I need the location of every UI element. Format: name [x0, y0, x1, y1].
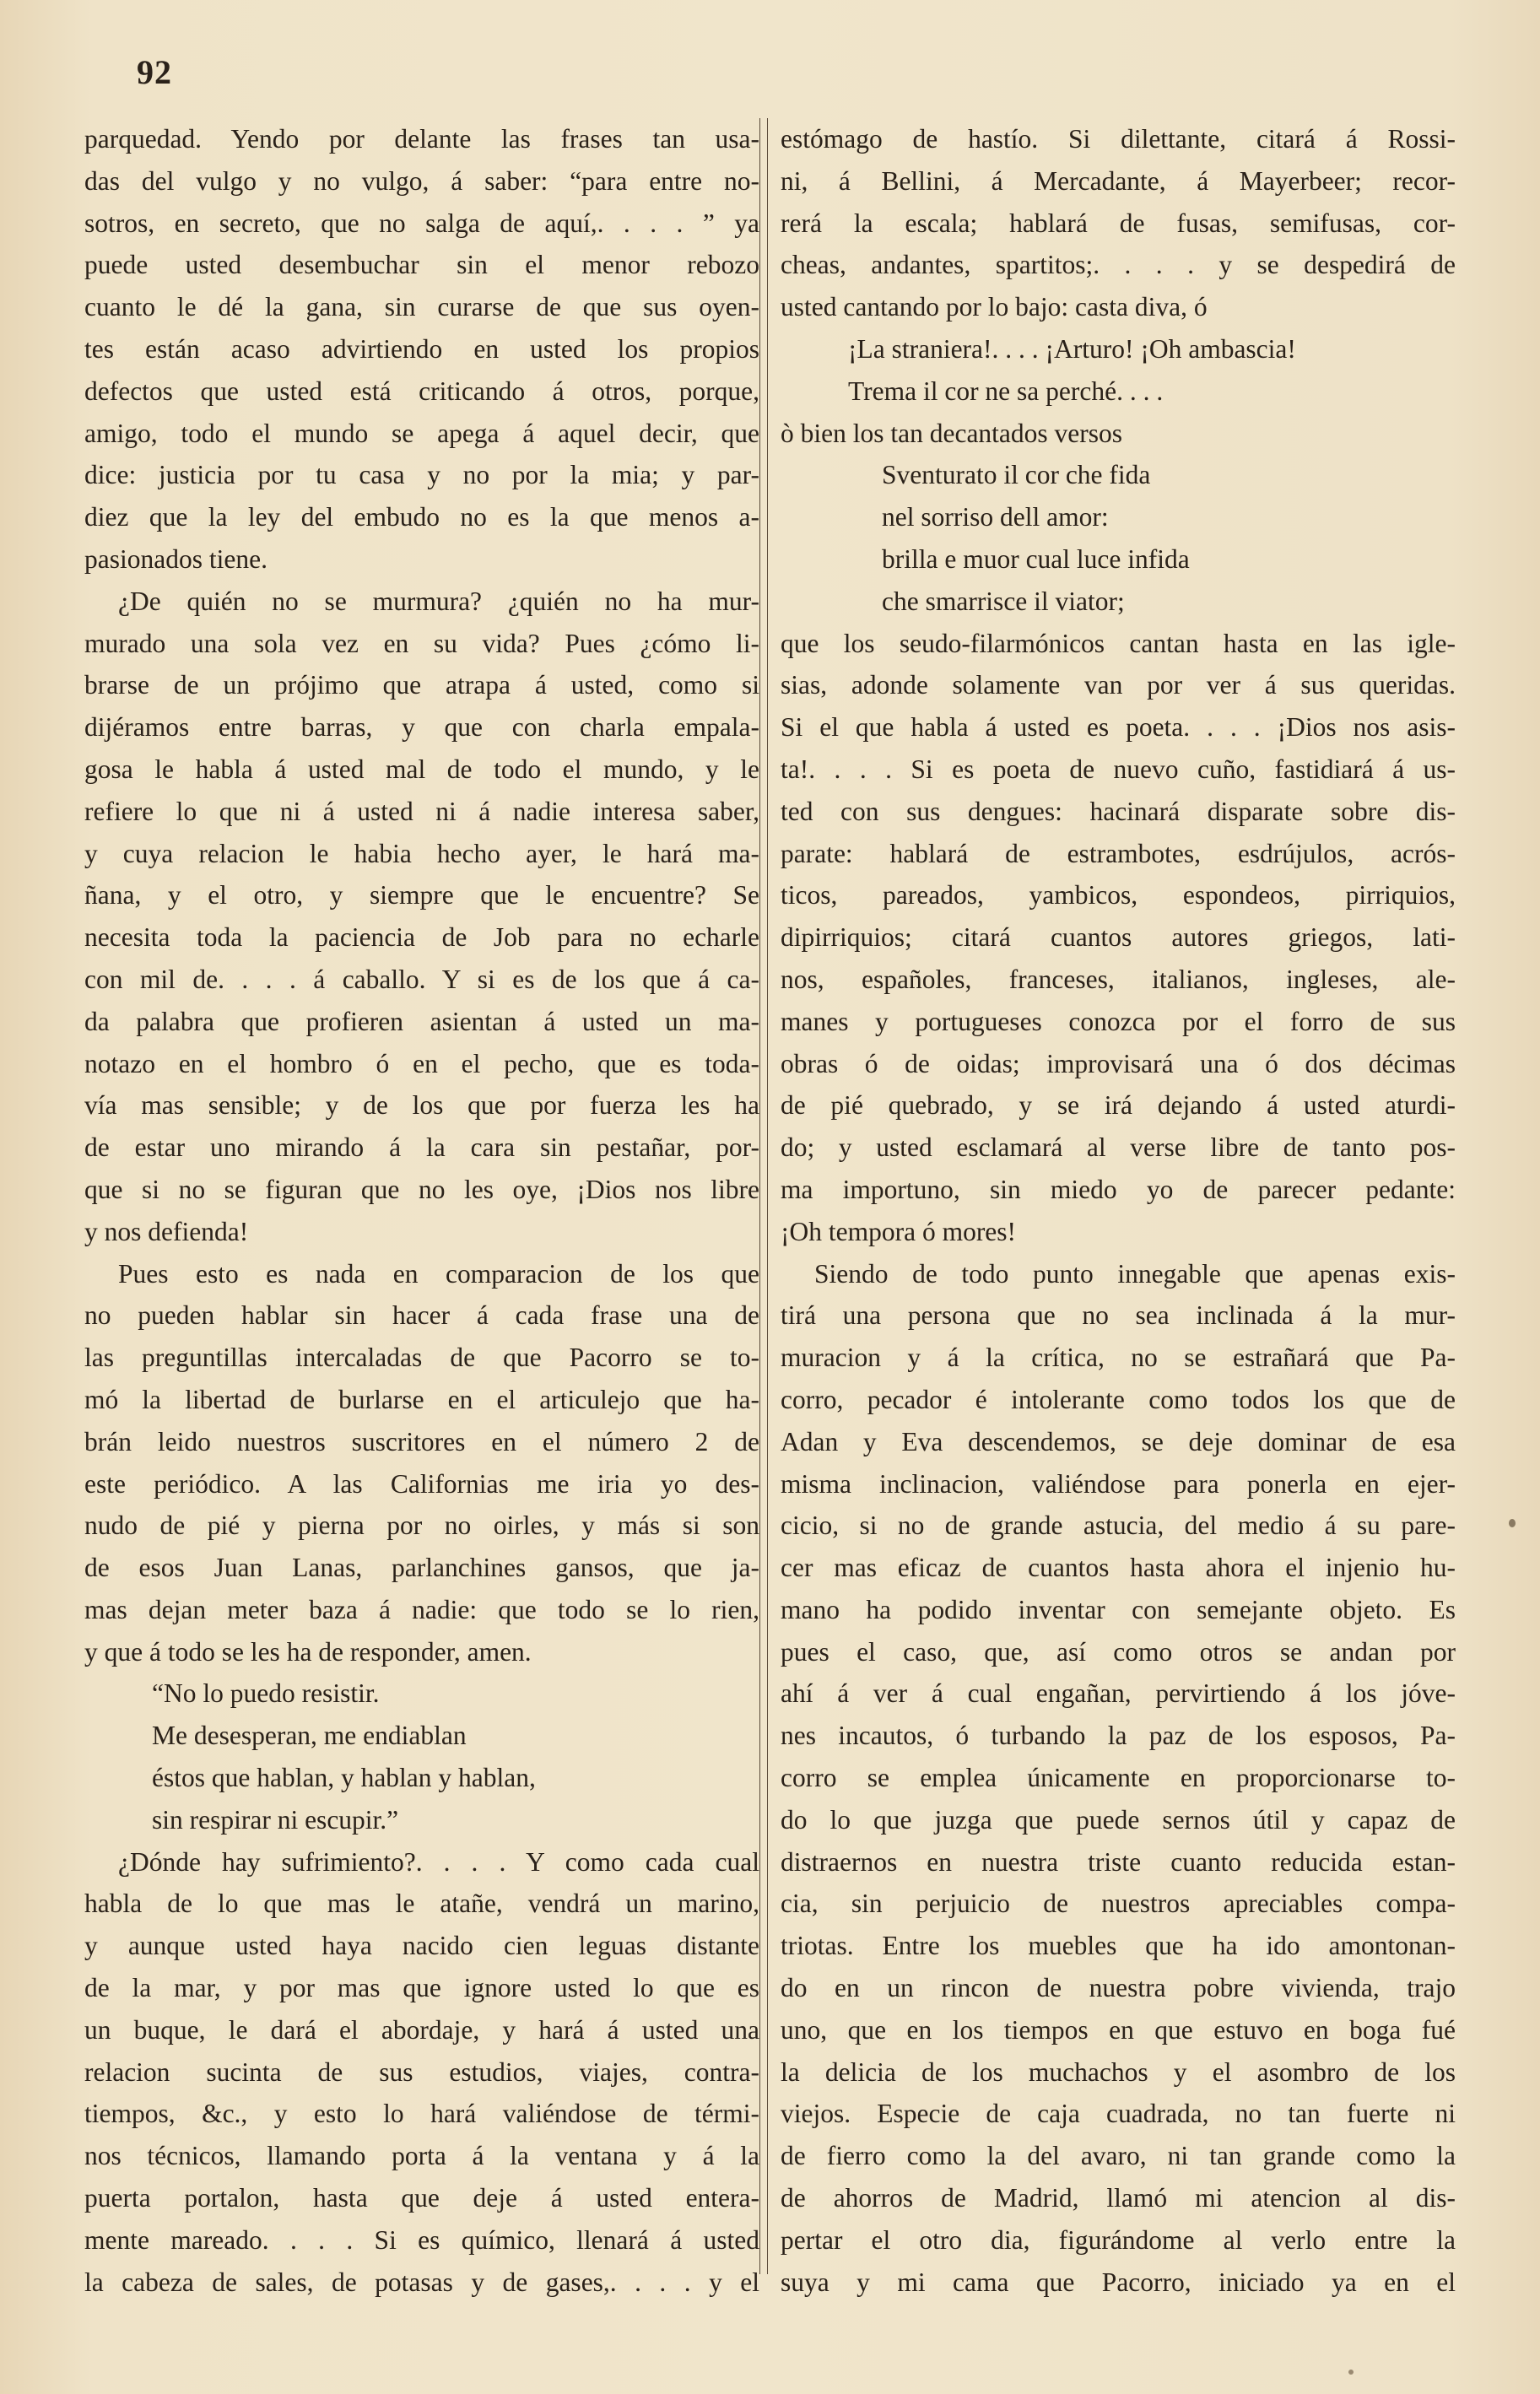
text-line: Adan y Eva descendemos, se deje dominar de esa: [781, 1426, 1456, 1456]
text-line: sias, adonde solamente van por ver á sus queridas.: [781, 670, 1456, 700]
text-line: das del vulgo y no vulgo, á saber: “para entre no-: [84, 165, 759, 196]
right-text-column: [781, 118, 1456, 2303]
text-line: brilla e muor cual luce infida: [882, 543, 1190, 574]
text-line: ted con sus dengues: hacinará disparate sobre dis-: [781, 796, 1456, 826]
text-line: corro se emplea únicamente en proporcionarse to-: [781, 1763, 1456, 1793]
ink-spot: [1348, 2370, 1354, 2375]
text-line: triotas. Entre los muebles que ha ido amontonan-: [781, 1931, 1456, 1961]
text-line: tirá una persona que no sea inclinada á la mur-: [781, 1300, 1456, 1331]
text-line: sin respirar ni escupir.”: [152, 1804, 399, 1835]
text-line: y que á todo se les ha de responder, amen.: [84, 1636, 532, 1667]
text-line: ta!. . . . Si es poeta de nuevo cuño, fastidiará á us-: [781, 754, 1456, 784]
ink-spot: [1509, 1519, 1516, 1527]
text-line: usted cantando por lo bajo: casta diva, ó: [781, 292, 1208, 322]
text-line: de ahorros de Madrid, llamó mi atencion al dis-: [781, 2183, 1456, 2213]
text-line: parquedad. Yendo por delante las frases tan usa-: [84, 124, 759, 154]
text-line: la delicia de los muchachos y el asombro de los: [781, 2056, 1456, 2087]
text-line: y nos defienda!: [84, 1216, 249, 1246]
text-line: cia, sin perjuicio de nuestros apreciables compa-: [781, 1889, 1456, 1919]
text-line: dipirriquios; citará cuantos autores griegos, lati-: [781, 922, 1456, 953]
text-line: ¿Dónde hay sufrimiento?. . . . Y como cada cual: [118, 1846, 759, 1877]
text-line: murado una sola vez en su vida? Pues ¿cómo li-: [84, 628, 759, 658]
text-line: tes están acaso advirtiendo en usted los propios: [84, 333, 759, 364]
text-line: mó la libertad de burlarse en el articulejo que ha-: [84, 1384, 759, 1414]
text-line: la cabeza de sales, de potasas y de gases,. . . . y el: [84, 2267, 759, 2297]
text-line: cuanto le dé la gana, sin curarse de que sus oyen-: [84, 292, 759, 322]
text-line: sotros, en secreto, que no salga de aquí,. . . . ” ya: [84, 208, 759, 238]
text-line: Siendo de todo punto innegable que apenas exis-: [814, 1258, 1456, 1289]
text-line: de estar uno mirando á la cara sin pestañar, por-: [84, 1132, 759, 1163]
text-line: cer mas eficaz de cuantos hasta ahora el injenio hu-: [781, 1553, 1456, 1583]
text-line: distraernos en nuestra triste cuanto reducida estan-: [781, 1846, 1456, 1877]
text-line: brarse de un prójimo que atrapa á usted, como si: [84, 670, 759, 700]
left-text-column: [84, 118, 759, 2303]
text-line: uno, que en los tiempos en que estuvo en boga fué: [781, 2014, 1456, 2045]
text-line: necesita toda la paciencia de Job para no echarle: [84, 922, 759, 953]
text-line: Pues esto es nada en comparacion de los que: [118, 1258, 759, 1289]
text-line: pertar el otro dia, figurándome al verlo entre la: [781, 2224, 1456, 2255]
text-line: ni, á Bellini, á Mercadante, á Mayerbeer; recor-: [781, 165, 1456, 196]
text-line: nudo de pié y pierna por no oirles, y más si son: [84, 1510, 759, 1541]
text-line: notazo en el hombro ó en el pecho, que es toda-: [84, 1048, 759, 1078]
text-line: estómago de hastío. Si dilettante, citará á Rossi-: [781, 124, 1456, 154]
text-line: Trema il cor ne sa perché. . . .: [848, 376, 1164, 406]
text-line: refiere lo que ni á usted ni á nadie interesa saber,: [84, 796, 759, 826]
text-line: no pueden hablar sin hacer á cada frase una de: [84, 1300, 759, 1331]
text-line: este periódico. A las Californias me iria yo des-: [84, 1468, 759, 1499]
text-line: manes y portugueses conozca por el forro de sus: [781, 1006, 1456, 1036]
text-line: vía mas sensible; y de los que por fuerza les ha: [84, 1090, 759, 1121]
page-number: 92: [137, 53, 172, 91]
text-line: con mil de. . . . á caballo. Y si es de los que á ca-: [84, 964, 759, 994]
text-line: Me desesperan, me endiablan: [152, 1721, 467, 1751]
text-line: pasionados tiene.: [84, 543, 267, 574]
text-line: que si no se figuran que no les oye, ¡Dios nos libre: [84, 1174, 759, 1204]
text-line: las preguntillas intercaladas de que Pacorro se to-: [84, 1343, 759, 1373]
text-line: mas dejan meter baza á nadie: que todo se lo rien,: [84, 1594, 759, 1624]
text-line: do; y usted esclamará al verse libre de tanto pos-: [781, 1132, 1456, 1163]
text-line: defectos que usted está criticando á otros, porque,: [84, 376, 759, 406]
text-line: do en un rincon de nuestra pobre vivienda, trajo: [781, 1973, 1456, 2003]
text-line: cheas, andantes, spartitos;. . . . y se despedirá de: [781, 250, 1456, 280]
text-line: brán leido nuestros suscritores en el número 2 de: [84, 1426, 759, 1456]
text-line: mano ha podido inventar con semejante objeto. Es: [781, 1594, 1456, 1624]
text-line: misma inclinacion, valiéndose para ponerla en ejer-: [781, 1468, 1456, 1499]
text-line: ahí á ver á cual engañan, pervirtiendo á los jóve-: [781, 1678, 1456, 1709]
text-line: puerta portalon, hasta que deje á usted entera-: [84, 2183, 759, 2213]
text-line: puede usted desembuchar sin el menor rebozo: [84, 250, 759, 280]
text-line: gosa le habla á usted mal de todo el mundo, y le: [84, 754, 759, 784]
text-line: “No lo puedo resistir.: [152, 1678, 380, 1709]
text-line: nos técnicos, llamando porta á la ventana y á la: [84, 2141, 759, 2171]
text-line: amigo, todo el mundo se apega á aquel decir, que: [84, 418, 759, 448]
text-line: ¡Oh tempora ó mores!: [781, 1216, 1017, 1246]
text-line: ma importuno, sin miedo yo de parecer pedante:: [781, 1174, 1456, 1204]
text-line: éstos que hablan, y hablan y hablan,: [152, 1763, 536, 1793]
text-line: pues el caso, que, así como otros se andan por: [781, 1636, 1456, 1667]
text-line: y cuya relacion le habia hecho ayer, le hará ma-: [84, 838, 759, 868]
text-line: Si el que habla á usted es poeta. . . . ¡Dios nos asis-: [781, 712, 1456, 743]
text-line: che smarrisce il viator;: [882, 586, 1125, 616]
text-line: parate: hablará de estrambotes, esdrújulos, acrós-: [781, 838, 1456, 868]
text-line: dice: justicia por tu casa y no por la mia; y par-: [84, 460, 759, 490]
text-line: que los seudo-filarmónicos cantan hasta en las igle-: [781, 628, 1456, 658]
text-line: de pié quebrado, y se irá dejando á usted aturdi-: [781, 1090, 1456, 1121]
text-line: ¡La straniera!. . . . ¡Arturo! ¡Oh ambascia!: [848, 333, 1296, 364]
text-line: mente mareado. . . . Si es químico, llenará á usted: [84, 2224, 759, 2255]
text-line: nos, españoles, franceses, italianos, ingleses, ale-: [781, 964, 1456, 994]
text-line: do lo que juzga que puede sernos útil y capaz de: [781, 1804, 1456, 1835]
text-line: da palabra que profieren asientan á usted un ma-: [84, 1006, 759, 1036]
text-line: diez que la ley del embudo no es la que menos a-: [84, 502, 759, 532]
text-line: ò bien los tan decantados versos: [781, 418, 1123, 448]
text-line: nel sorriso dell amor:: [882, 502, 1109, 532]
text-line: corro, pecador é intolerante como todos los que de: [781, 1384, 1456, 1414]
column-divider: [759, 118, 768, 2274]
text-line: de la mar, y por mas que ignore usted lo que es: [84, 1973, 759, 2003]
text-line: obras ó de oidas; improvisará una ó dos décimas: [781, 1048, 1456, 1078]
text-line: nes incautos, ó turbando la paz de los esposos, Pa-: [781, 1721, 1456, 1751]
text-line: relacion sucinta de sus estudios, viajes, contra-: [84, 2056, 759, 2087]
text-line: tiempos, &c., y esto lo hará valiéndose de térmi-: [84, 2099, 759, 2129]
text-line: Sventurato il cor che fida: [882, 460, 1151, 490]
text-line: habla de lo que mas le atañe, vendrá un marino,: [84, 1889, 759, 1919]
text-line: de fierro como la del avaro, ni tan grande como la: [781, 2141, 1456, 2171]
text-line: dijéramos entre barras, y que con charla empala-: [84, 712, 759, 743]
text-line: y aunque usted haya nacido cien leguas distante: [84, 1931, 759, 1961]
text-line: ticos, pareados, yambicos, espondeos, pirriquios,: [781, 880, 1456, 911]
text-line: suya y mi cama que Pacorro, iniciado ya en el: [781, 2267, 1456, 2297]
text-line: muracion y á la crítica, no se estrañará que Pa-: [781, 1343, 1456, 1373]
text-line: rerá la escala; hablará de fusas, semifusas, cor-: [781, 208, 1456, 238]
text-line: ñana, y el otro, y siempre que le encuentre? Se: [84, 880, 759, 911]
text-line: viejos. Especie de caja cuadrada, no tan fuerte ni: [781, 2099, 1456, 2129]
text-line: de esos Juan Lanas, parlanchines gansos, que ja-: [84, 1553, 759, 1583]
text-line: ¿De quién no se murmura? ¿quién no ha mur-: [118, 586, 759, 616]
text-line: cicio, si no de grande astucia, del medio á su pare-: [781, 1510, 1456, 1541]
text-line: un buque, le dará el abordaje, y hará á usted una: [84, 2014, 759, 2045]
